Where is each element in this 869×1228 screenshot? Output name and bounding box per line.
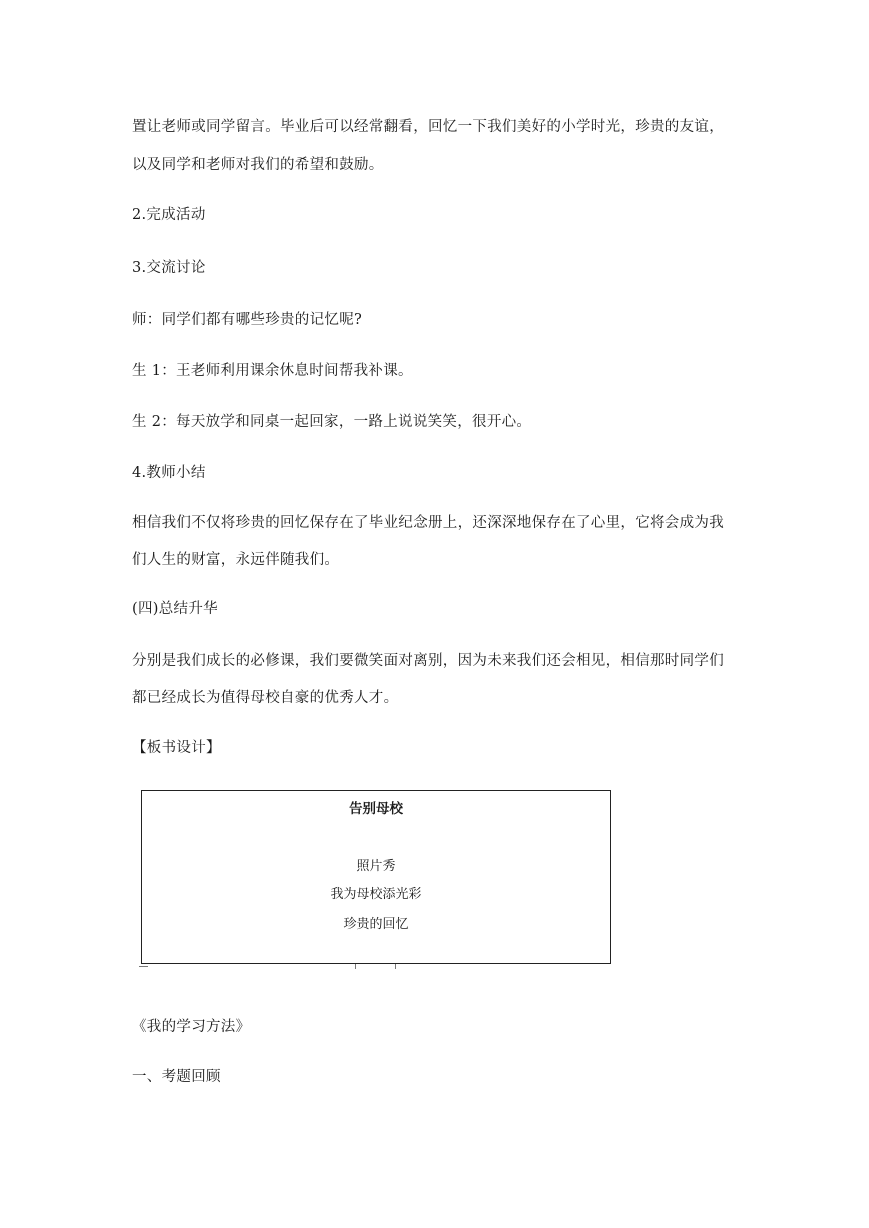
section-heading: 一、考题回顾 xyxy=(132,1069,221,1085)
board-design-box xyxy=(141,790,611,964)
paragraph-line: 都已经成长为值得母校自豪的优秀人才。 xyxy=(132,690,399,706)
paragraph-line: 4.教师小结 xyxy=(132,465,206,481)
board-item: 照片秀 xyxy=(356,859,396,874)
paragraph-line: 分别是我们成长的必修课，我们要微笑面对离别，因为未来我们还会相见，相信那时同学们 xyxy=(132,653,724,669)
paragraph-line: 师：同学们都有哪些珍贵的记忆呢? xyxy=(132,312,363,328)
paragraph-line: 们人生的财富，永远伴随我们。 xyxy=(132,552,340,568)
paragraph-line: 生 2：每天放学和同桌一起回家，一路上说说笑笑，很开心。 xyxy=(132,414,532,430)
scan-artifact xyxy=(355,964,356,969)
paragraph-line: 相信我们不仅将珍贵的回忆保存在了毕业纪念册上，还深深地保存在了心里，它将会成为我 xyxy=(132,515,724,531)
board-design-heading: 【板书设计】 xyxy=(132,740,221,756)
scan-artifact xyxy=(395,964,396,969)
paragraph-line: 以及同学和老师对我们的希望和鼓励。 xyxy=(132,157,384,173)
section-heading: (四)总结升华 xyxy=(132,601,218,617)
paragraph-line: 生 1：王老师利用课余休息时间帮我补课。 xyxy=(132,363,413,379)
scan-artifact xyxy=(139,966,148,967)
paragraph-line: 置让老师或同学留言。毕业后可以经常翻看，回忆一下我们美好的小学时光，珍贵的友谊， xyxy=(132,119,724,135)
board-item: 珍贵的回忆 xyxy=(343,917,409,932)
board-item: 我为母校添光彩 xyxy=(330,887,422,902)
paragraph-line: 2.完成活动 xyxy=(132,207,206,223)
lesson-title: 《我的学习方法》 xyxy=(132,1019,251,1035)
board-title: 告别母校 xyxy=(349,801,403,817)
paragraph-line: 3.交流讨论 xyxy=(132,260,206,276)
